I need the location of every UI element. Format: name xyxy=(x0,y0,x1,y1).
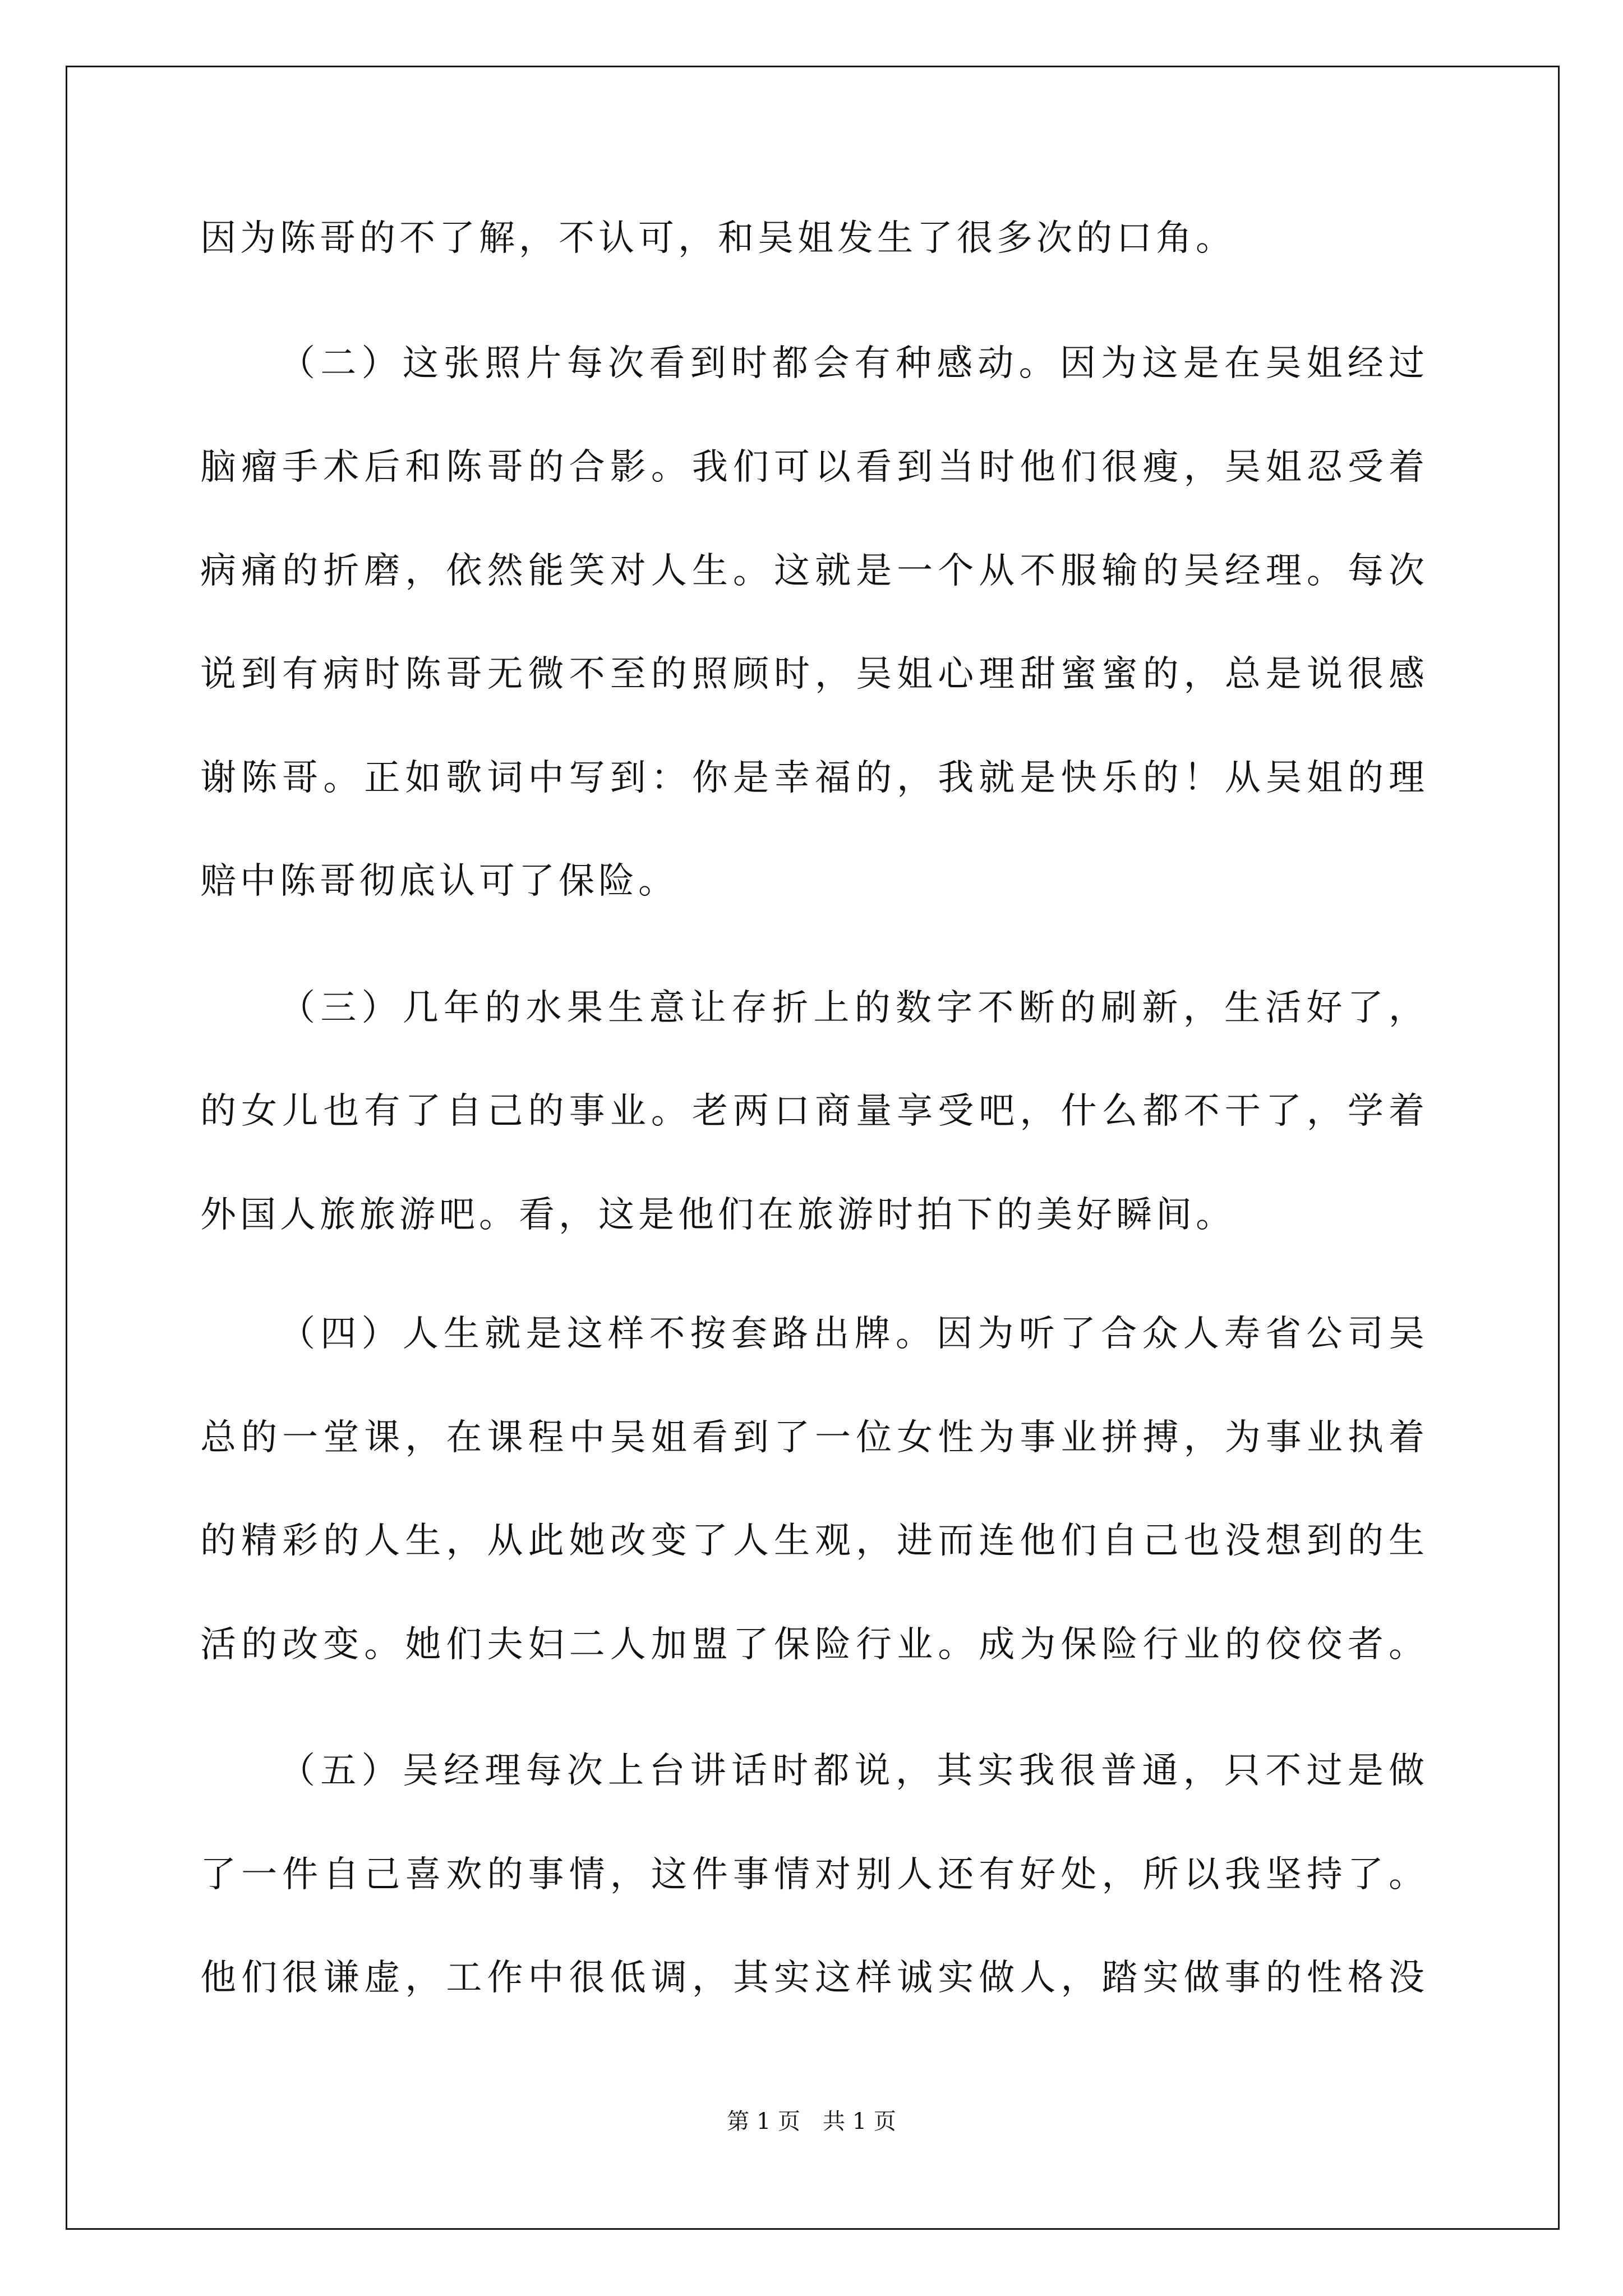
page-number-footer: 第 1 页 共 1 页 xyxy=(727,2109,896,2134)
text-line: 因为陈哥的不了解，不认可，和吴姐发生了很多次的口角。 xyxy=(200,218,1235,259)
text-line: 的女儿也有了自己的事业。老两口商量享受吧，什么都不干了，学着 xyxy=(200,1091,1428,1132)
paragraph-start-line: （三）几年的水果生意让存折上的数字不断的刷新，生活好了， xyxy=(279,987,1428,1029)
page-border xyxy=(66,66,1560,2230)
text-line: 赔中陈哥彻底认可了保险。 xyxy=(200,861,678,902)
text-line: 说到有病时陈哥无微不至的照顾时，吴姐心理甜蜜蜜的，总是说很感 xyxy=(200,654,1428,695)
text-line: 的精彩的人生，从此她改变了人生观，进而连他们自己也没想到的生 xyxy=(200,1520,1428,1562)
text-line: 活的改变。她们夫妇二人加盟了保险行业。成为保险行业的佼佼者。 xyxy=(200,1624,1428,1665)
text-line: 他们很谦虚，工作中很低调，其实这样诚实做人，踏实做事的性格没 xyxy=(200,1957,1428,1999)
text-line: 脑瘤手术后和陈哥的合影。我们可以看到当时他们很瘦，吴姐忍受着 xyxy=(200,447,1428,488)
text-line: 总的一堂课，在课程中吴姐看到了一位女性为事业拼搏，为事业执着 xyxy=(200,1417,1428,1458)
paragraph-start-line: （二）这张照片每次看到时都会有种感动。因为这是在吴姐经过 xyxy=(279,343,1428,384)
text-line: 病痛的折磨，依然能笑对人生。这就是一个从不服输的吴经理。每次 xyxy=(200,550,1428,592)
text-line: 外国人旅旅游吧。看，这是他们在旅游时拍下的美好瞬间。 xyxy=(200,1194,1235,1236)
paragraph-start-line: （五）吴经理每次上台讲话时都说，其实我很普通，只不过是做 xyxy=(279,1750,1428,1792)
text-line: 了一件自己喜欢的事情，这件事情对别人还有好处，所以我坚持了。 xyxy=(200,1854,1428,1895)
text-line: 谢陈哥。正如歌词中写到：你是幸福的，我就是快乐的！从吴姐的理 xyxy=(200,757,1428,799)
paragraph-start-line: （四）人生就是这样不按套路出牌。因为听了合众人寿省公司吴 xyxy=(279,1313,1428,1355)
